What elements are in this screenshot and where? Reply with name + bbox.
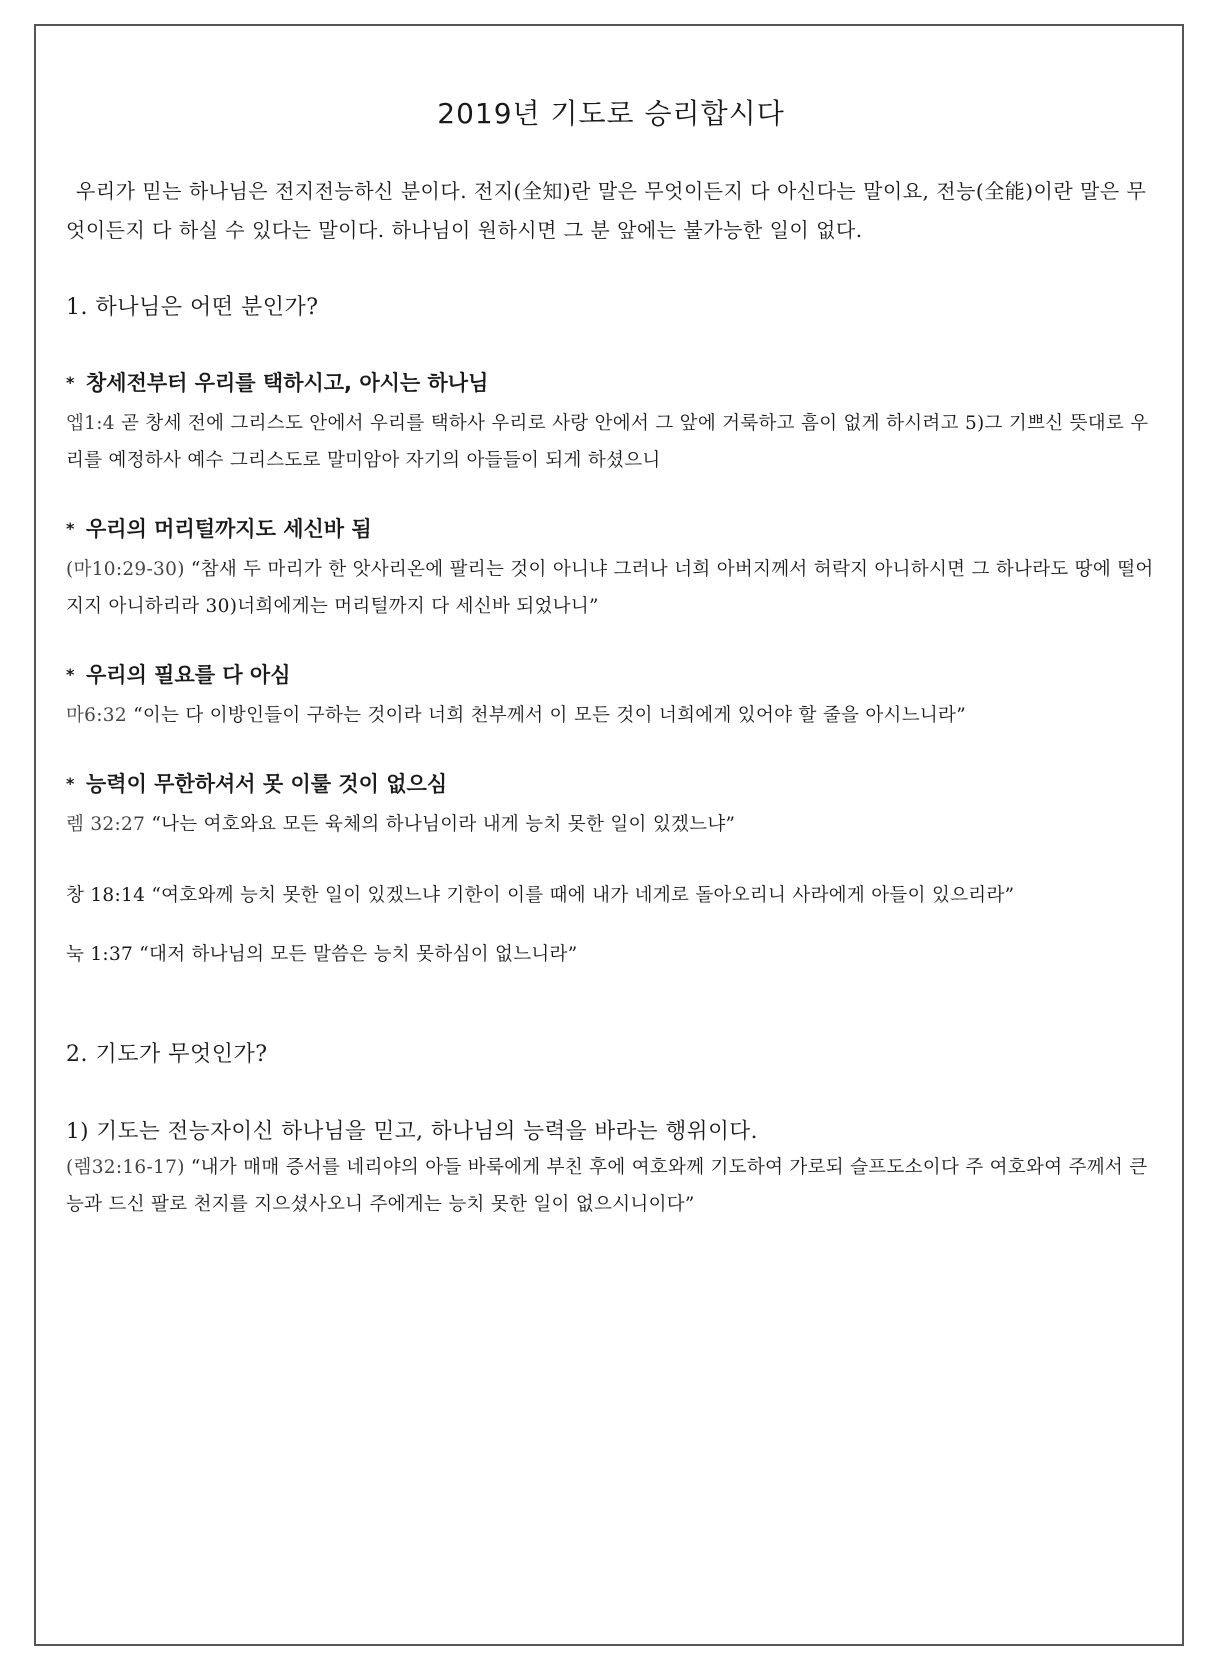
verse-reference: (렘32:16-17)	[66, 1157, 185, 1178]
verse-reference: 눅 1:37	[66, 944, 134, 965]
subpoint-heading: 1) 기도는 전능자이신 하나님을 믿고, 하나님의 능력을 바라는 행위이다.	[66, 1119, 758, 1144]
section-1-heading: 1. 하나님은 어떤 분인가?	[66, 295, 319, 320]
section-2	[66, 1037, 1156, 1223]
bullet-star: *	[66, 373, 75, 392]
point-3	[66, 659, 1156, 734]
verse-text: “나는 여호와요 모든 육체의 하나님이라 내게 능치 못한 일이 있겠느냐”	[145, 814, 736, 835]
point-2	[66, 513, 1156, 625]
verse-reference: (마10:29-30)	[66, 559, 185, 580]
verse-text: “참새 두 마리가 한 앗사리온에 팔리는 것이 아니냐 그러나 너희 아버지께서 허락지 아니하시면 그 하나라도 땅에 떨어지지 아니하리라 30)너희에게는 머리털까지 다 세신바 되었나니”	[66, 559, 1154, 617]
verse-reference: 마6:32	[66, 705, 127, 726]
section-2-heading: 2. 기도가 무엇인가?	[66, 1042, 268, 1067]
verse-paragraph	[66, 697, 1156, 734]
verse-reference: 렘 32:27	[66, 814, 146, 835]
intro-paragraph: 우리가 믿는 하나님은 전지전능하신 분이다. 전지(全知)란 말은 무엇이든지 다 아신다는 말이요, 전능(全能)이란 말은 무엇이든지 다 하실 수 있다는 말이다. 하나님이 원하시면 그 분 앞에는 불가능한 일이 없다.	[66, 179, 1147, 242]
point-heading-text: 창세전부터 우리를 택하시고, 아시는 하나님	[86, 371, 489, 395]
verse-paragraph	[66, 405, 1156, 479]
point-4	[66, 768, 1156, 843]
verse-paragraph	[66, 1149, 1156, 1223]
point-heading-text: 우리의 필요를 다 아심	[86, 663, 291, 687]
verse-reference: 창 18:14	[66, 885, 146, 906]
point-heading	[66, 659, 1156, 689]
point-heading-text: 능력이 무한하셔서 못 이룰 것이 없으심	[86, 772, 448, 796]
point-heading-text: 우리의 머리털까지도 세신바 됨	[86, 517, 372, 541]
document-body	[66, 92, 1156, 1247]
verse-reference: 엡1:4	[66, 413, 115, 434]
bullet-star: *	[66, 665, 75, 684]
verse-text: 곧 창세 전에 그리스도 안에서 우리를 택하사 우리로 사랑 안에서 그 앞에 거룩하고 흠이 없게 하시려고 5)그 기쁘신 뜻대로 우리를 예정하사 예수 그리스도로 말미암아 자기의 아들들이 되게 하셨으니	[66, 413, 1149, 471]
point-heading	[66, 367, 1156, 397]
point-heading	[66, 513, 1156, 543]
document-title: 2019년 기도로 승리합시다	[437, 97, 785, 130]
verse-text: “대저 하나님의 모든 말씀은 능치 못하심이 없느니라”	[133, 944, 578, 965]
verse-text: “이는 다 이방인들이 구하는 것이라 너희 천부께서 이 모든 것이 너희에게 있어야 할 줄을 아시느니라”	[126, 705, 966, 726]
verse-paragraph	[66, 551, 1156, 625]
verse-paragraph	[66, 806, 1156, 843]
point-1	[66, 367, 1156, 479]
verse-text: “여호와께 능치 못한 일이 있겠느냐 기한이 이를 때에 내가 네게로 돌아오리니 사라에게 아들이 있으리라”	[145, 885, 1015, 906]
verse-text: “내가 매매 증서를 네리야의 아들 바룩에게 부친 후에 여호와께 기도하여 가로되 슬프도소이다 주 여호와여 주께서 큰 능과 드신 팔로 천지를 지으셨사오니 주에게는 능치 못한 일이 없으시니이다”	[66, 1157, 1148, 1215]
verse-paragraph-luke	[66, 936, 1156, 973]
verse-paragraph-genesis	[66, 877, 1156, 914]
point-heading	[66, 768, 1156, 798]
bullet-star: *	[66, 774, 75, 793]
bullet-star: *	[66, 519, 75, 538]
